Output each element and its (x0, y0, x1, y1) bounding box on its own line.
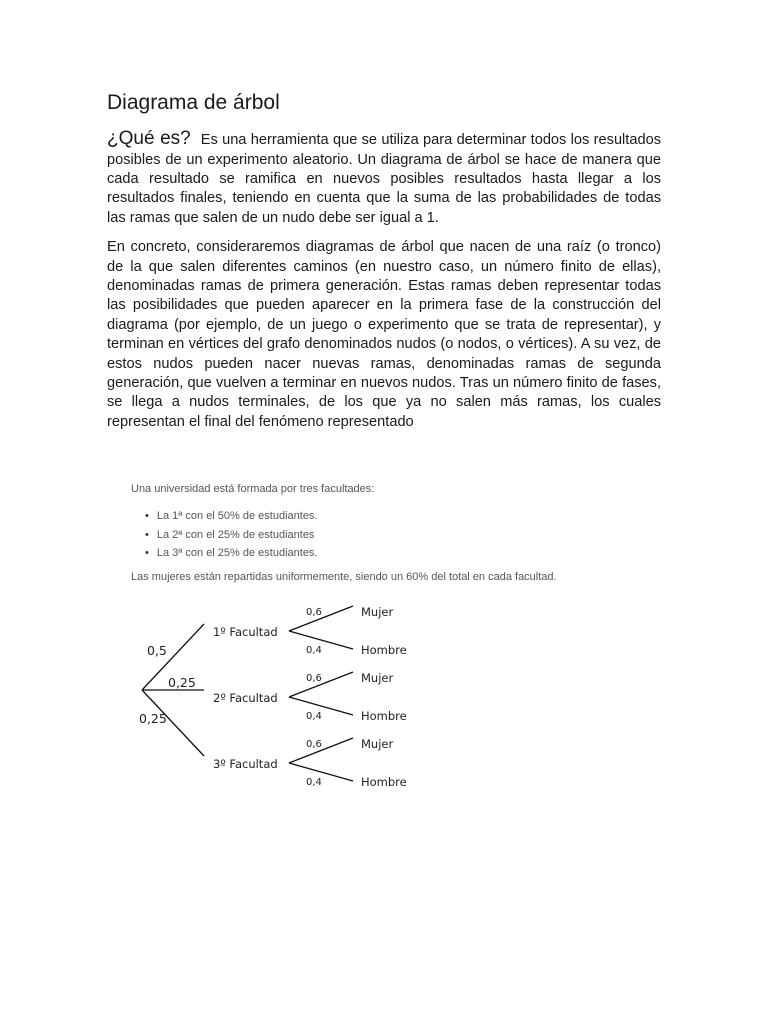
outcome-label: Hombre (361, 775, 407, 789)
paragraph-definition (107, 129, 661, 228)
branch-probability: 0,4 (306, 645, 322, 656)
figure-outro: Las mujeres están repartidas uniformemente, siendo un 60% del total en cada facultad. (131, 571, 557, 583)
branch-probability: 0,4 (306, 777, 322, 788)
bullet-item: • La 2ª con el 25% de estudiantes (145, 526, 318, 545)
branch-probability: 0,6 (306, 673, 322, 684)
branch-probability: 0,25 (139, 711, 167, 726)
node-label: 2º Facultad (213, 691, 278, 705)
figure-intro: Una universidad está formada por tres facultades: (131, 483, 375, 495)
document-body (107, 90, 661, 442)
outcome-label: Hombre (361, 709, 407, 723)
figure-bullet-list (145, 507, 318, 563)
tree-diagram (125, 588, 425, 793)
outcome-label: Mujer (361, 737, 394, 751)
branch-probability: 0,25 (168, 675, 196, 690)
example-figure (125, 478, 605, 808)
outcome-label: Hombre (361, 643, 407, 657)
bullet-item: • La 1ª con el 50% de estudiantes. (145, 507, 318, 526)
bullet-item: • La 3ª con el 25% de estudiantes. (145, 544, 318, 563)
node-label: 1º Facultad (213, 625, 278, 639)
paragraph-definition-text: Es una herramienta que se utiliza para determinar todos los resultados posibles de un experimento aleatorio. Un diagrama de árbol se hace de manera que cada resultado se ramifica en nuevos posibles resultados hasta llegar a los resultados finales, teniendo en cuenta que la suma de las probabilidades de todas las ramas que salen de un nudo debe ser igual a 1. (107, 132, 661, 226)
outcome-label: Mujer (361, 605, 394, 619)
branch-probability: 0,6 (306, 607, 322, 618)
paragraph-lead: ¿Qué es? (107, 128, 191, 150)
document-title: Diagrama de árbol (107, 91, 280, 114)
node-label: 3º Facultad (213, 757, 278, 771)
paragraph-explanation: En concreto, consideraremos diagramas de árbol que nacen de una raíz (o tronco) de la que salen diferentes caminos (en nuestro caso, un número finito de ellas), denominadas ramas de primera generación. Estas ramas deben representar todas las posibilidades que pueden aparecer en la primera fase de la construcción del diagrama (por ejemplo, de un juego o experimento que se trata de representar), y terminan en vértices del grafo denominados nudos (o nodos, o vértices). A su vez, de estos nudos pueden nacer nuevas ramas, denominadas ramas de segunda generación, que vuelven a terminar en nuevos nudos. Tras un número finito de fases, se llega a nudos terminales, de los que ya no salen más ramas, los cuales representan el final del fenómeno representado (107, 239, 661, 430)
branch-probability: 0,6 (306, 739, 322, 750)
branch-probability: 0,5 (147, 643, 167, 658)
branch-probability: 0,4 (306, 711, 322, 722)
outcome-label: Mujer (361, 671, 394, 685)
